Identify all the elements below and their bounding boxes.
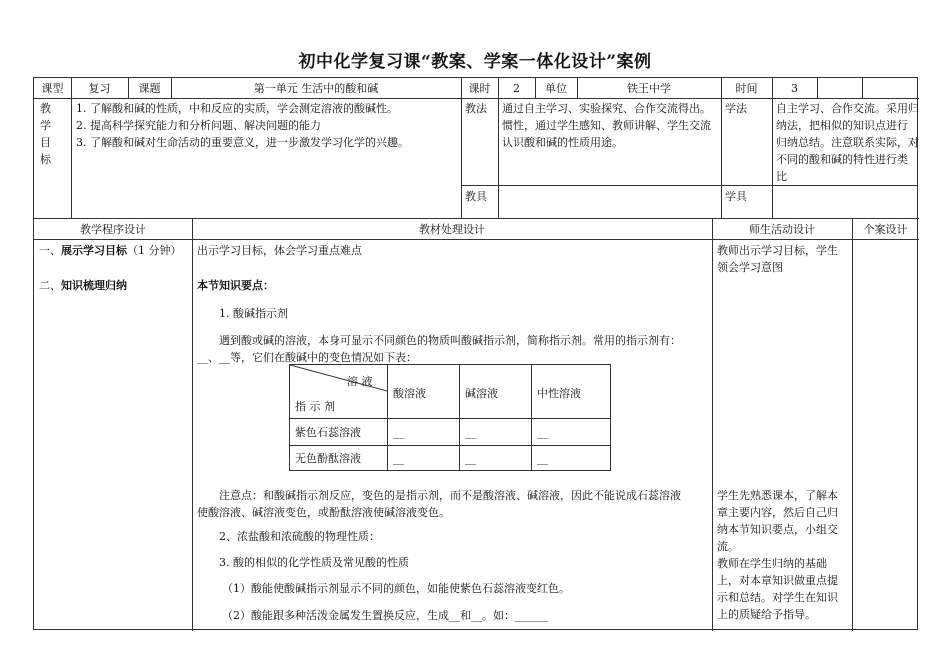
table-cell: __ — [537, 426, 548, 439]
goal-item: 1. 了解酸和碱的性质，中和反应的实质，学会测定溶液的酸碱性。 — [76, 102, 398, 115]
indicator-table — [289, 364, 611, 471]
table-cell: __ — [393, 452, 404, 465]
unit-value: 铁王中学 — [627, 82, 671, 95]
acid-property-2: （2）酸能跟多种活泼金属发生置换反应，生成__和__。如：______ — [222, 609, 548, 622]
note-line-1: 注意点：和酸碱指示剂反应，变色的是指示剂，而不是酸溶液、碱溶液，因此不能说成石蕊溶液 — [219, 489, 681, 502]
indicator-paragraph-1: 遇到酸或碱的溶液，本身可显示不同颜色的物质叫酸碱指示剂，简称指示剂。常用的指示剂有： — [219, 334, 681, 347]
procedure-step-2: 二、知识梳理归纳 — [39, 279, 127, 292]
goals-label: 教 学 目 标 — [40, 102, 51, 166]
goal-item: 3. 了解酸和碱对生命活动的重要意义，进一步激发学习化学的兴趣。 — [76, 136, 409, 149]
corner-bottom-label: 指 示 剂 — [295, 400, 335, 413]
section-acids-physical: 2、浓盐酸和浓硫酸的物理性质： — [219, 530, 380, 543]
type-label: 课型 — [41, 82, 64, 95]
section-indicators: 1. 酸碱指示剂 — [219, 307, 288, 320]
topic-label: 课题 — [138, 82, 161, 95]
corner-top-label: 溶 液 — [347, 375, 373, 388]
table-row-litmus: 紫色石蕊溶液 — [295, 426, 361, 439]
table-cell: __ — [465, 452, 476, 465]
acid-property-1: （1）酸能使酸碱指示剂显示不同的颜色，如能使紫色石蕊溶液变红色。 — [222, 582, 570, 595]
material-intro: 出示学习目标，体会学习重点难点 — [197, 244, 362, 257]
learn-tools-label: 学具 — [725, 190, 747, 203]
teach-tools-label: 教具 — [465, 190, 487, 203]
table-cell: __ — [465, 426, 476, 439]
activity-1: 教师出示学习目标，学生 领会学习意图 — [717, 244, 838, 274]
time-label: 时间 — [735, 82, 758, 95]
goals-list — [76, 100, 409, 151]
teaching-method: 通过自主学习、实验探究、合作交流得出。 惯性，通过学生感知、教师讲解、学生交流 认识酸和碱的性质用途。 — [502, 102, 711, 149]
hours-value: 2 — [513, 82, 520, 95]
learning-method-label: 学法 — [725, 102, 747, 115]
goal-item: 2. 提高科学探究能力和分析问题、解决问题的能力 — [76, 119, 321, 132]
table-header-neutral: 中性溶液 — [537, 387, 581, 400]
document-title: 初中化学复习课“教案、学案一体化设计”案例 — [298, 52, 652, 72]
table-cell: __ — [537, 452, 548, 465]
type-value: 复习 — [88, 82, 111, 95]
topic-value: 第一单元 生活中的酸和碱 — [253, 82, 379, 95]
activity-2: 学生先熟悉课本，了解本 章主要内容，然后自己归 纳本节知识要点，小组交 流。 教师在学生归纳的基础 上，对本章知识做重点提 示和总结。对学生在知识 上的质疑给予指导。 — [717, 489, 838, 621]
note-line-2: 使酸溶液、碱溶液变色，或酚酞溶液使碱溶液变色。 — [197, 506, 450, 519]
teaching-method-label: 教法 — [465, 102, 487, 115]
table-header-base: 碱溶液 — [465, 387, 498, 400]
section-acids-chemical: 3. 酸的相似的化学性质及常见酸的性质 — [219, 556, 409, 569]
col-header-procedure: 教学程序设计 — [80, 223, 146, 236]
table-row-phenolphthalein: 无色酚酞溶液 — [295, 452, 361, 465]
key-points-heading: 本节知识要点： — [197, 279, 274, 292]
time-value: 3 — [791, 82, 798, 95]
col-header-individual: 个案设计 — [863, 223, 908, 236]
table-cell: __ — [393, 426, 404, 439]
learning-method: 自主学习、合作交流。采用归 纳法，把相似的知识点进行 归纳总结。注意联系实际，对 不同的酸和碱的特性进行类 比 — [776, 102, 919, 183]
col-header-material: 教材处理设计 — [419, 223, 485, 236]
hours-label: 课时 — [468, 82, 491, 95]
indicator-paragraph-2: __、__等，它们在酸碱中的变色情况如下表： — [197, 351, 417, 364]
table-header-acid: 酸溶液 — [393, 387, 426, 400]
col-header-activity: 师生活动设计 — [749, 223, 815, 236]
procedure-step-1: 一、展示学习目标（1 分钟） — [39, 244, 182, 257]
lesson-plan-table — [33, 77, 918, 630]
unit-label: 单位 — [545, 82, 567, 95]
